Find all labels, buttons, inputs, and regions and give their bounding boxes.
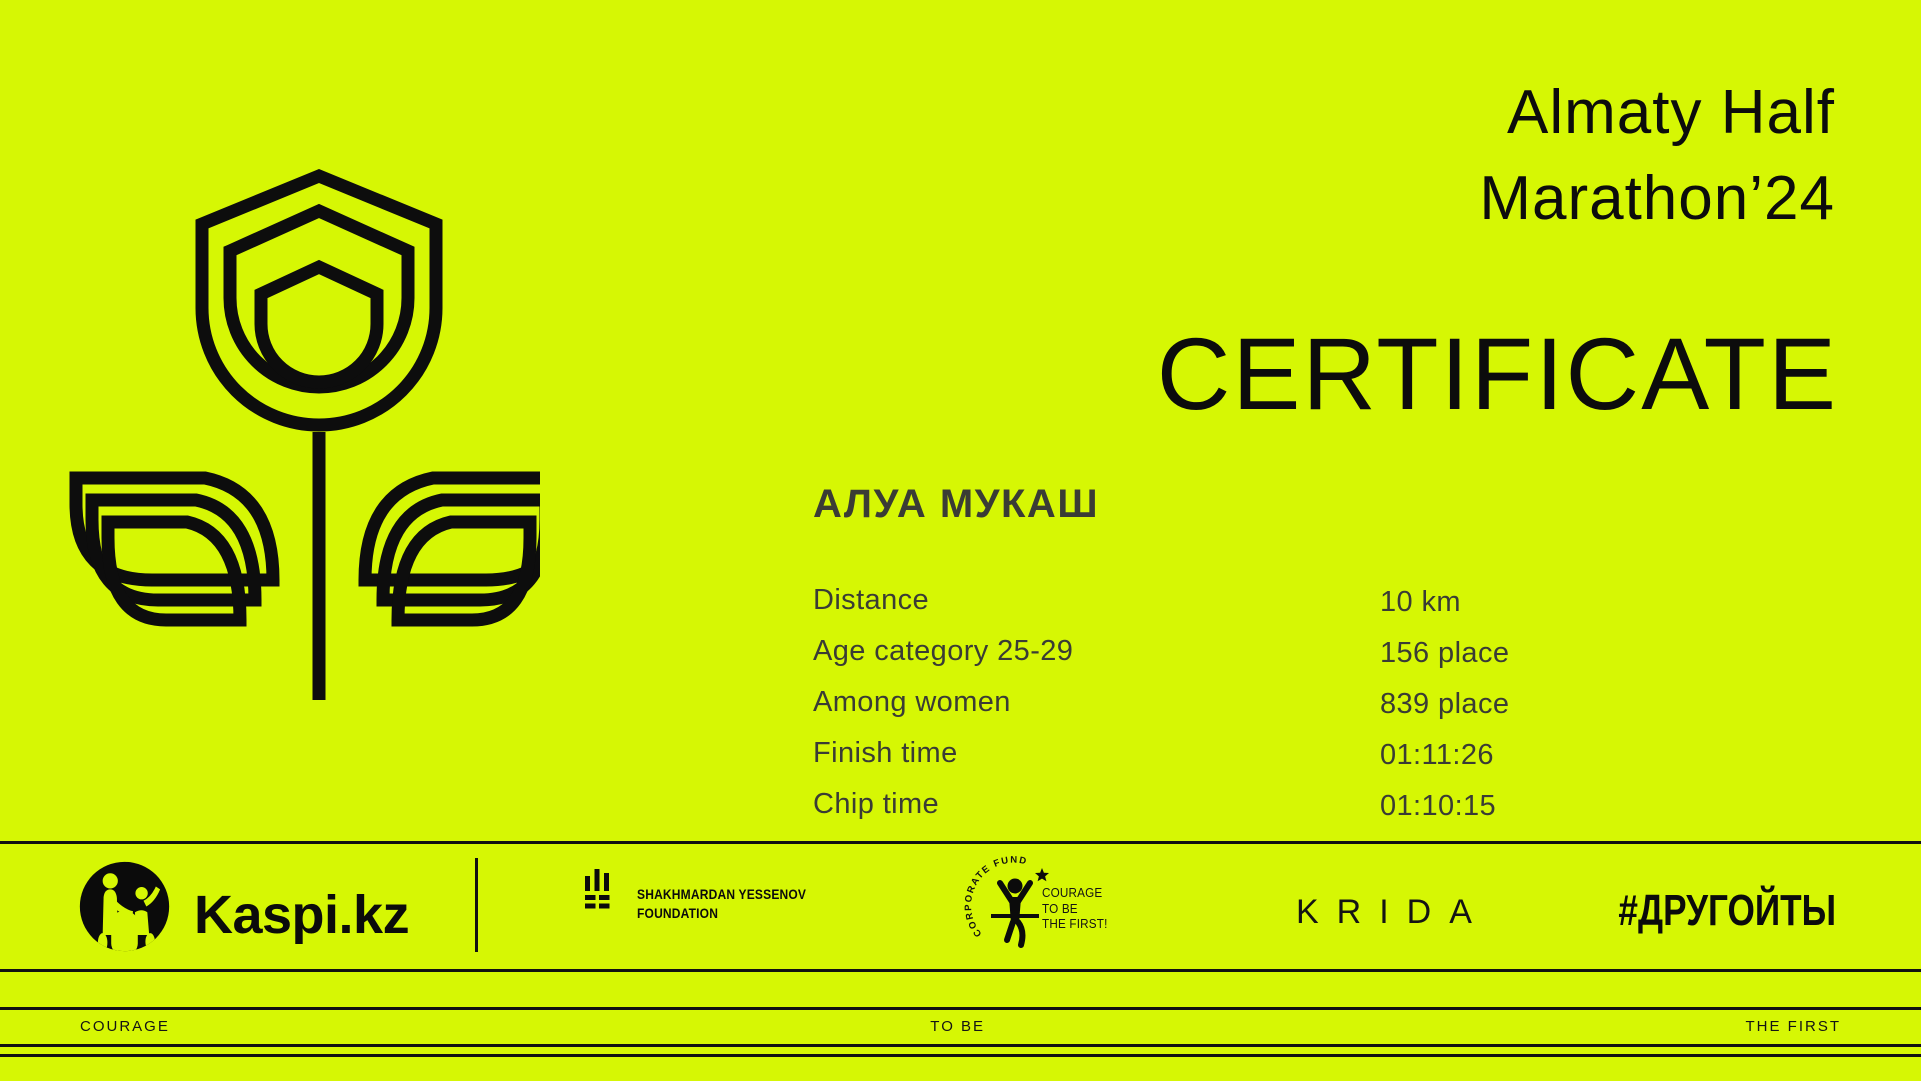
strip-rule-1 [0, 1007, 1921, 1010]
corporate-fund-tagline [1042, 885, 1108, 932]
fund-tagline-line3: THE FIRST! [1042, 916, 1108, 931]
detail-label: Distance [813, 584, 930, 616]
participant-name: АЛУА МУКАШ [813, 482, 1100, 526]
detail-row-distance [813, 584, 1573, 618]
strip-center-label: TO BE [930, 1017, 986, 1035]
krida-wordmark: KRIDA [1296, 893, 1490, 931]
detail-label: Chip time [813, 788, 940, 820]
detail-value: 01:11:26 [1380, 739, 1494, 771]
footer-divider [475, 858, 478, 952]
detail-row-finish-time [813, 737, 1573, 771]
runner-figure-icon [991, 868, 1049, 945]
detail-label: Age category 25-29 [813, 635, 1074, 667]
yessenov-line2: FOUNDATION [637, 905, 719, 921]
event-title [1479, 70, 1835, 242]
detail-value: 839 place [1380, 688, 1510, 720]
detail-label: Among women [813, 686, 1011, 718]
event-title-line2: Marathon’24 [1479, 164, 1835, 233]
detail-row-age-category [813, 635, 1573, 669]
detail-value: 01:10:15 [1380, 790, 1497, 822]
detail-value: 10 km [1380, 586, 1461, 618]
fund-tagline-line1: COURAGE [1042, 885, 1103, 900]
footer-top-rule [0, 841, 1921, 844]
detail-row-chip-time [813, 788, 1573, 822]
yessenov-foundation-label [637, 885, 806, 923]
certificate-heading: CERTIFICATE [1156, 317, 1838, 431]
detail-label: Finish time [813, 737, 958, 769]
strip-rule-3 [0, 1054, 1921, 1057]
kaspi-wordmark: Kaspi.kz [194, 885, 410, 945]
hashtag-wordmark: #ДРУГОЙТЫ [1618, 886, 1836, 935]
strip-left-label: COURAGE [80, 1017, 170, 1035]
strip-rule-2 [0, 1044, 1921, 1047]
yessenov-line1: SHAKHMARDAN YESSENOV [637, 886, 807, 902]
star-icon [1035, 868, 1049, 881]
yessenov-foundation-icon [585, 869, 610, 910]
corporate-fund-arc-text: CORPORATE FUND [963, 856, 1029, 939]
footer-bottom-rule [0, 969, 1921, 972]
strip-right-label: THE FIRST [1745, 1017, 1841, 1035]
footer-strip [0, 1015, 1921, 1037]
event-title-line1: Almaty Half [1507, 78, 1835, 147]
kaspi-logo-icon [77, 859, 172, 954]
detail-row-among-women [813, 686, 1573, 720]
detail-value: 156 place [1380, 637, 1510, 669]
fund-tagline-line2: TO BE [1042, 900, 1078, 916]
tulip-logo-icon [40, 148, 540, 708]
